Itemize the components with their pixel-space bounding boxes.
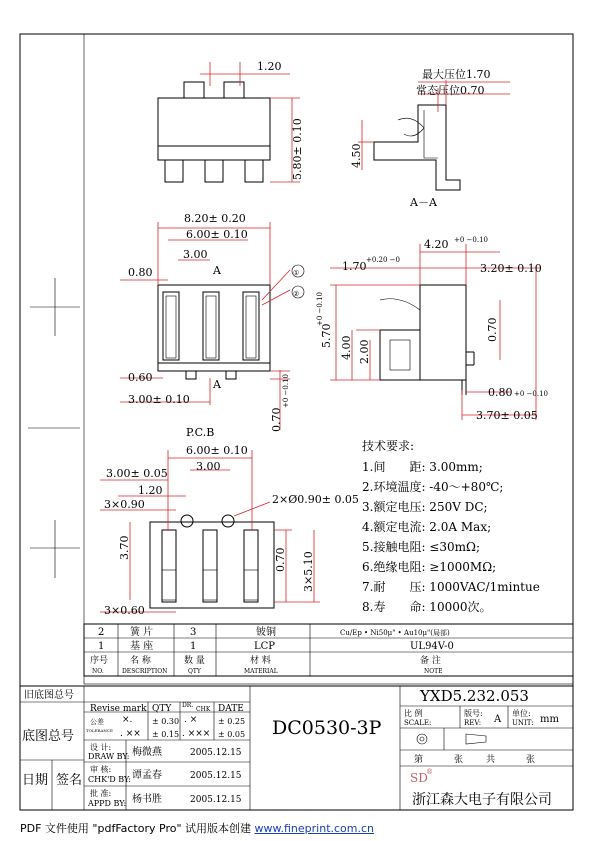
sheet-label: 第 (414, 755, 424, 765)
requirement-item: 5.接触电阻: ≤30mΩ; (362, 540, 481, 554)
section-label: A－A (410, 196, 437, 209)
tol-date-value: ± 0.25 (218, 717, 246, 726)
bom-header-material-en: MATERIAL (244, 668, 278, 675)
bom-header-qty: 数 量 (184, 656, 205, 666)
draw-date: 2005.12.15 (190, 748, 242, 758)
dim-section-450: 4.50 (350, 143, 363, 168)
dim-side-170: 1.70 (342, 260, 367, 273)
requirement-item: 8.寿 命: 10000次。 (362, 600, 492, 614)
bom-name: 基 座 (130, 641, 154, 652)
footer-text: PDF 文件使用 "pdfFactory Pro" 试用版本创建 (20, 822, 255, 835)
dim-pcb-120: 1.20 (138, 484, 163, 497)
tol2-value: ± 0.15 (152, 730, 180, 739)
bom-material: 铍铜 (256, 627, 276, 638)
drawing-number: YXD5.232.053 (420, 687, 529, 705)
sheet-unit: 张 (454, 755, 464, 765)
tol1: ×. (122, 715, 133, 725)
dim-front-pitch: 1.20 (257, 60, 282, 73)
requirements-title: 技术要求: (362, 439, 415, 453)
dim-pcb-070: 0.70 (274, 547, 287, 572)
unit-value: mm (540, 714, 559, 725)
dim-pcb-300a: 3.00± 0.05 (106, 467, 168, 480)
dim-front-height: 5.80± 0.10 (291, 118, 304, 180)
requirement-item: 2.环境温度: -40～+80℃; (362, 480, 504, 494)
dim-main-080: 0.80 (128, 266, 153, 279)
front-view (158, 62, 300, 182)
tol-side-420: +0 −0.10 (454, 236, 488, 244)
dim-main-width: 8.20± 0.20 (184, 212, 246, 225)
title-revise-mark: Revise mark (90, 704, 147, 714)
bom-header-note: 备 注 (420, 656, 441, 666)
dim-pcb-370: 3.70 (118, 535, 131, 560)
bom-name: 簧 片 (130, 627, 154, 638)
dim-main-300b: 3.00± 0.10 (128, 393, 190, 406)
chk-date: 2005.12.15 (190, 771, 242, 781)
requirements (362, 438, 540, 614)
total-unit: 张 (526, 755, 536, 765)
tol-side-170: +0.20 −0 (366, 256, 400, 264)
bom-note: Cu/Ep • Ni50μ" • Au10μ"(局部) (340, 629, 450, 637)
draw-name: 梅微燕 (132, 747, 162, 758)
dim-main-300: 3.00 (183, 248, 208, 261)
appd-date: 2005.12.15 (190, 795, 242, 805)
dim-pcb-3x510: 3×5.10 (302, 551, 315, 592)
requirement-item: 6.绝缘电阻: ≥1000MΩ; (362, 560, 497, 574)
company-logo: SD (410, 771, 428, 785)
callout-2: ② (293, 290, 300, 298)
dim-max-press: 最大压位1.70 (422, 68, 491, 81)
pcb-title: P.C.B (186, 426, 215, 439)
bom-header-name-en: DESCRIPTION (122, 668, 168, 675)
bom-no: 1 (98, 641, 105, 652)
dim-side-400: 4.00 (340, 335, 353, 360)
tol-side-570: +0 −0.10 (316, 292, 324, 326)
scale-label: 比 例 (404, 709, 423, 718)
dim-pcb-300: 3.00 (196, 460, 221, 473)
total-label: 共 (486, 755, 496, 765)
callout-1: ① (293, 269, 300, 277)
chk-by: 审 核: (90, 765, 112, 774)
section-mark-a-bottom: A (213, 378, 221, 391)
bom-header-no: 序号 (90, 656, 109, 666)
bom-no: 2 (98, 627, 105, 638)
dim-normal-press: 常态压位0.70 (416, 84, 485, 97)
dim-side-080: 0.80 (488, 386, 513, 399)
requirement-item: 7.耐 压: 1000VAC/1mintue (362, 580, 540, 594)
bom-header-no-en: NO. (92, 668, 104, 675)
registered-mark-icon: ® (426, 768, 433, 776)
bom-material: LCP (254, 641, 276, 652)
bom-header-material: 材 料 (250, 656, 271, 666)
unit-label-en: UNIT: (512, 719, 534, 727)
section-mark-a-top: A (213, 264, 221, 277)
dim-side-370: 3.70± 0.05 (476, 409, 538, 422)
tol1-value: ± 0.30 (152, 717, 180, 726)
scale-label-en: SCALE: (404, 719, 432, 727)
dim-pcb-3x090: 3×0.90 (104, 498, 145, 511)
chk-name: 谭孟春 (132, 770, 162, 781)
bom-header-qty-en: QTY (188, 668, 201, 675)
title-base-no: 底图总号 (22, 729, 75, 744)
tol2: . ×× (120, 729, 141, 739)
tol-side-080: +0 −0.10 (514, 390, 548, 398)
bom-note: UL94V-0 (410, 641, 454, 652)
dim-side-070: 0.70 (486, 317, 499, 342)
dim-pcb-600: 6.00± 0.10 (186, 444, 248, 457)
dim-side-420: 4.20 (424, 238, 449, 251)
dim-main-060: 0.60 (128, 371, 153, 384)
tol1b: . × (184, 715, 198, 725)
tol-label: 公差 (90, 718, 104, 726)
tol-label-en: TOLERANCE (86, 728, 113, 733)
tol-main-070: +0 −0.10 (282, 374, 290, 408)
pdf-footer (20, 820, 374, 836)
bom-header-note-en: NOTE (424, 668, 443, 675)
dim-side-200: 2.00 (358, 339, 371, 364)
footer-link[interactable]: www.fineprint.com.cn (254, 822, 375, 835)
company-name: 浙江森大电子有限公司 (412, 792, 552, 808)
draw-by-en: DRAW BY: (88, 752, 130, 761)
dim-pcb-holes: 2×Ø0.90± 0.05 (272, 493, 359, 506)
title-sign: 签名 (56, 773, 83, 788)
dim-main-600: 6.00± 0.10 (186, 228, 248, 241)
rev-label-en: REV: (464, 719, 482, 727)
registration-marks (28, 278, 80, 578)
title-chk: CHK (196, 706, 211, 713)
unit-label: 单位: (512, 709, 531, 718)
appd-by-en: APPD BY: (88, 799, 127, 808)
dim-main-070: 0.70 (270, 407, 283, 432)
dim-pcb-3x060: 3×0.60 (104, 604, 145, 617)
requirement-item: 1.间 距: 3.00mm; (362, 460, 483, 474)
requirement-item: 4.额定电流: 2.0A Max; (362, 520, 492, 534)
dim-side-320: 3.20± 0.10 (480, 262, 542, 275)
dim-side-570: 5.70 (320, 323, 333, 348)
bom-qty: 1 (190, 641, 197, 652)
requirement-item: 3.额定电压: 250V DC; (362, 500, 488, 514)
bom-header-name: 名 称 (130, 656, 151, 666)
title-qty: QTY (152, 704, 172, 714)
draw-by: 设 计: (90, 743, 112, 752)
title-dr: DR. (182, 702, 194, 709)
rev-value: A (494, 714, 502, 725)
bom-table (84, 624, 573, 676)
rev-label: 版号: (464, 709, 483, 718)
chk-by-en: CHK'D BY: (88, 775, 131, 784)
tol3: . ××× (182, 729, 211, 739)
tol3-value: ± 0.05 (218, 730, 246, 739)
title-old-no: 旧底图总号 (24, 690, 74, 701)
title-date: 日期 (22, 773, 49, 788)
appd-by: 批 准: (90, 789, 112, 798)
part-name: DC0530-3P (272, 717, 382, 739)
bom-qty: 3 (190, 627, 197, 638)
title-date-col: DATE (218, 704, 244, 714)
appd-name: 杨书胜 (132, 794, 162, 805)
